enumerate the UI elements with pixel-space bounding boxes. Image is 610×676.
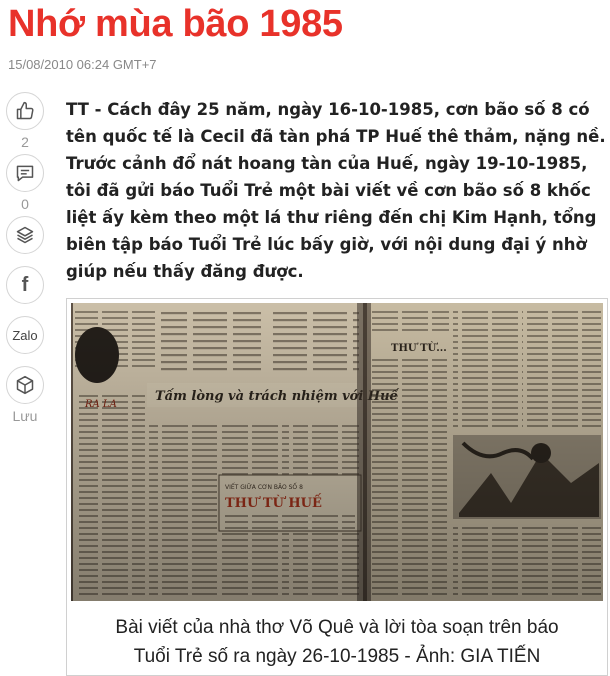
comment-count: 0 [21,196,29,212]
comment-icon [15,163,35,183]
facebook-share-button[interactable] [6,266,44,304]
article-lead: TT - Cách đây 25 năm, ngày 16-10-1985, cơn bão số 8 có tên quốc tế là Cecil đã tàn phá TP Huế thê thảm, nặng nề. Trước cảnh đổ nát hoang tàn của Huế, ngày 19-10-1985, tôi đã gửi báo Tuổi Trẻ một bài viết về cơn bão số 8 khốc liệt ấy kèm theo một lá thư riêng đến chị Kim Hạnh, tổng biên tập báo Tuổi Trẻ lúc bấy giờ, với nội dung đại ý nhờ giúp nếu thấy đăng được. [66,100,606,281]
layers-button[interactable] [6,216,44,254]
save-button[interactable] [6,366,44,404]
thumbs-up-icon [15,101,35,121]
article-figure [66,298,608,676]
caption-line-1: Bài viết của nhà thơ Võ Quê và lời tòa soạn trên báo [115,617,559,638]
social-bar [4,92,48,428]
article-title: Nhớ mùa bão 1985 [8,3,343,45]
cube-icon [15,375,35,395]
newspaper-scan [71,303,603,601]
caption-line-2: Tuổi Trẻ số ra ngày 26-10-1985 - Ảnh: GIA TIẾN [133,646,541,667]
layers-icon [15,225,35,245]
comment-button[interactable] [6,154,44,192]
like-button[interactable] [6,92,44,130]
zalo-label: Zalo [12,327,38,343]
newspaper-photo[interactable] [71,303,603,601]
publish-date: 15/08/2010 06:24 GMT+7 [8,57,157,72]
save-label: Lưu [12,408,38,424]
facebook-icon: f [21,273,29,296]
figure-caption [67,613,607,671]
like-count: 2 [21,134,29,150]
zalo-share-button[interactable] [6,316,44,354]
